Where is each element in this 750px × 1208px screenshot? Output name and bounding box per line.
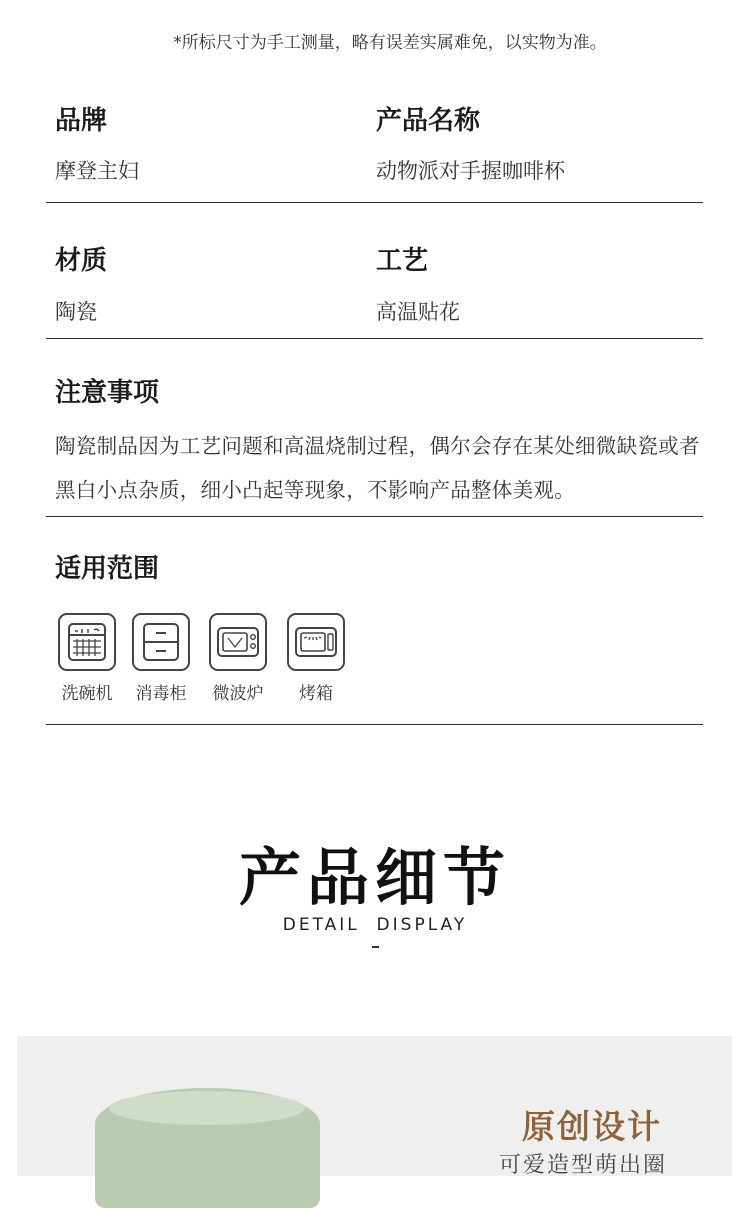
- spec-label-material: 材质: [55, 246, 108, 276]
- cup-rim: [109, 1091, 305, 1125]
- notice-text: 陶瓷制品因为工艺问题和高温烧制过程，偶尔会存在某处细微缺瓷或者黑白小点杂质，细小凸起等现象，不影响产品整体美观。: [55, 434, 700, 502]
- usage-item-dishwasher: [55, 613, 119, 704]
- spec-label-product-name: 产品名称: [376, 106, 481, 136]
- usage-label: 洗碗机: [61, 684, 113, 704]
- oven-icon: [287, 613, 345, 671]
- usage-item-oven: [284, 613, 348, 704]
- usage-label: 微波炉: [212, 684, 264, 704]
- usage-label: 烤箱: [299, 684, 333, 704]
- spec-value-product-name: 动物派对手握咖啡杯: [376, 159, 565, 183]
- feature-panel: [17, 1036, 732, 1176]
- microwave-icon: [209, 613, 267, 671]
- usage-label: 消毒柜: [135, 684, 187, 704]
- notice-title: 注意事项: [55, 378, 160, 408]
- feature-title: 原创设计: [522, 1107, 662, 1146]
- divider: [46, 516, 703, 517]
- spec-value-material: 陶瓷: [55, 300, 97, 324]
- divider: [46, 724, 703, 725]
- divider: [46, 338, 703, 339]
- spec-value-brand: 摩登主妇: [55, 159, 139, 183]
- spec-label-craft: 工艺: [376, 246, 429, 276]
- divider: [46, 202, 703, 203]
- spec-value-craft: 高温贴花: [376, 300, 460, 324]
- divider: [372, 946, 379, 948]
- usage-item-microwave: [206, 613, 270, 704]
- spec-label-brand: 品牌: [55, 106, 108, 136]
- sterilizer-cabinet-icon: [132, 613, 190, 671]
- usage-item-sterilizer: [129, 613, 193, 704]
- dishwasher-icon: [58, 613, 116, 671]
- detail-subtitle: DETAIL DISPLAY: [282, 915, 468, 935]
- measurement-note: *所标尺寸为手工测量，略有误差实属难免，以实物为准。: [173, 33, 607, 53]
- usage-title: 适用范围: [55, 554, 160, 584]
- detail-title: 产品细节: [238, 841, 511, 914]
- feature-subtitle: 可爱造型萌出圈: [499, 1153, 668, 1178]
